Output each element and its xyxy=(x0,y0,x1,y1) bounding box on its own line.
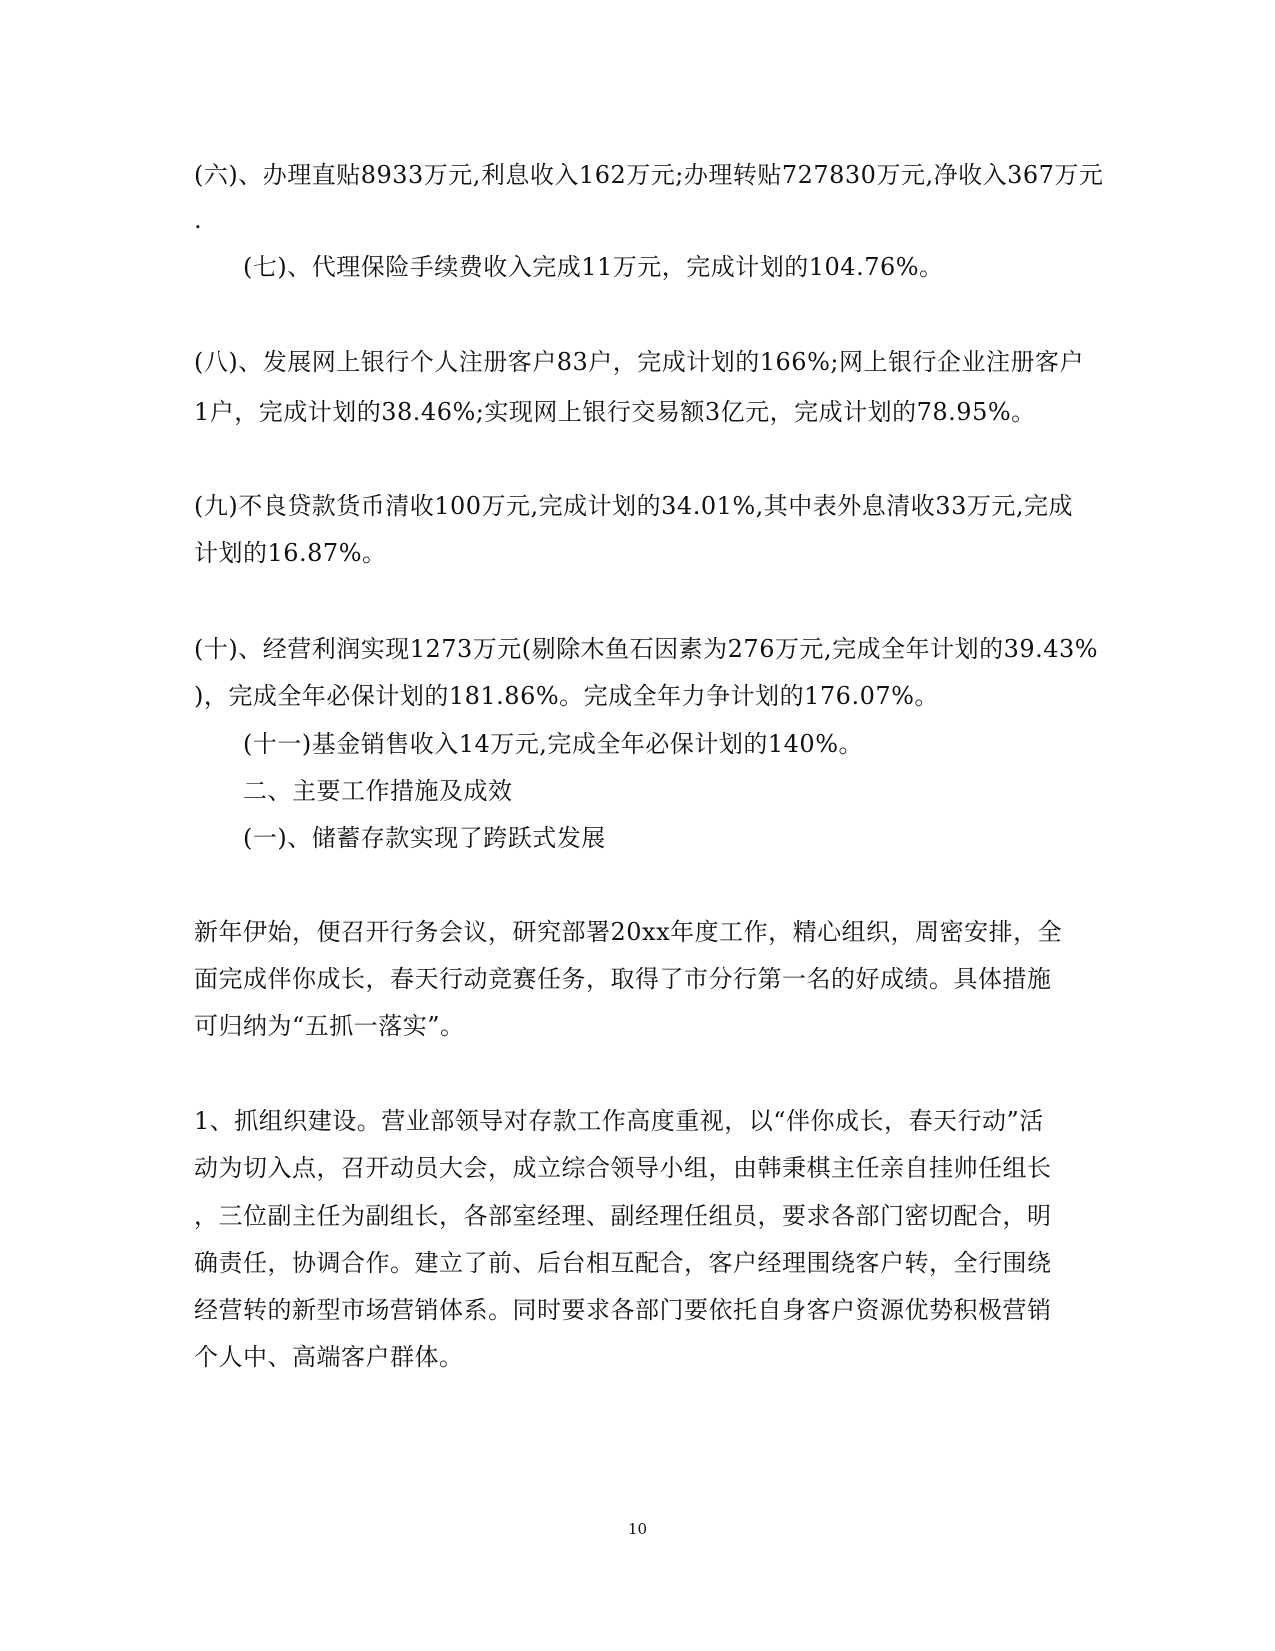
text-line: 经营转的新型市场营销体系。同时要求各部门要依托自身客户资源优势积极营销 xyxy=(194,1296,1052,1324)
text-line: (七)、代理保险手续费收入完成11万元，完成计划的104.76%。 xyxy=(243,253,944,281)
text-line: (八)、发展网上银行个人注册客户83户，完成计划的166%;网上银行企业注册客户 xyxy=(194,348,1084,376)
text-line: (十一)基金销售收入14万元,完成全年必保计划的140%。 xyxy=(243,730,864,758)
subsection-heading: (一)、储蓄存款实现了跨跃式发展 xyxy=(243,824,606,852)
text-line: 确责任，协调合作。建立了前、后台相互配合，客户经理围绕客户转，全行围绕 xyxy=(194,1249,1052,1277)
text-line: 可归纳为“五抓一落实”。 xyxy=(194,1012,465,1040)
page-number: 10 xyxy=(627,1520,648,1538)
text-line: 1、抓组织建设。营业部领导对存款工作高度重视，以“伴你成长，春天行动”活 xyxy=(194,1107,1044,1135)
text-line: ，三位副主任为副组长，各部室经理、副经理任组员，要求各部门密切配合，明 xyxy=(194,1202,1052,1230)
text-line: 计划的16.87%。 xyxy=(194,539,387,567)
text-line: . xyxy=(194,206,203,234)
text-line: (九)不良贷款货币清收100万元,完成计划的34.01%,其中表外息清收33万元,完成 xyxy=(194,492,1073,520)
text-line: 1户，完成计划的38.46%;实现网上银行交易额3亿元，完成计划的78.95%。 xyxy=(194,398,1036,426)
text-line: 动为切入点，召开动员大会，成立综合领导小组，由韩秉棋主任亲自挂帅任组长 xyxy=(194,1154,1052,1182)
text-line: 新年伊始，便召开行务会议，研究部署20xx年度工作，精心组织，周密安排，全 xyxy=(194,918,1063,946)
section-heading: 二、主要工作措施及成效 xyxy=(243,777,513,805)
text-line: 个人中、高端客户群体。 xyxy=(194,1343,464,1371)
text-line: (六)、办理直贴8933万元,利息收入162万元;办理转贴727830万元,净收入367万元 xyxy=(194,161,1104,189)
text-line: 面完成伴你成长，春天行动竞赛任务，取得了市分行第一名的好成绩。具体措施 xyxy=(194,965,1052,993)
text-line: )，完成全年必保计划的181.86%。完成全年力争计划的176.07%。 xyxy=(194,682,939,710)
text-line: (十)、经营利润实现1273万元(剔除木鱼石因素为276万元,完成全年计划的39.43% xyxy=(194,635,1099,663)
